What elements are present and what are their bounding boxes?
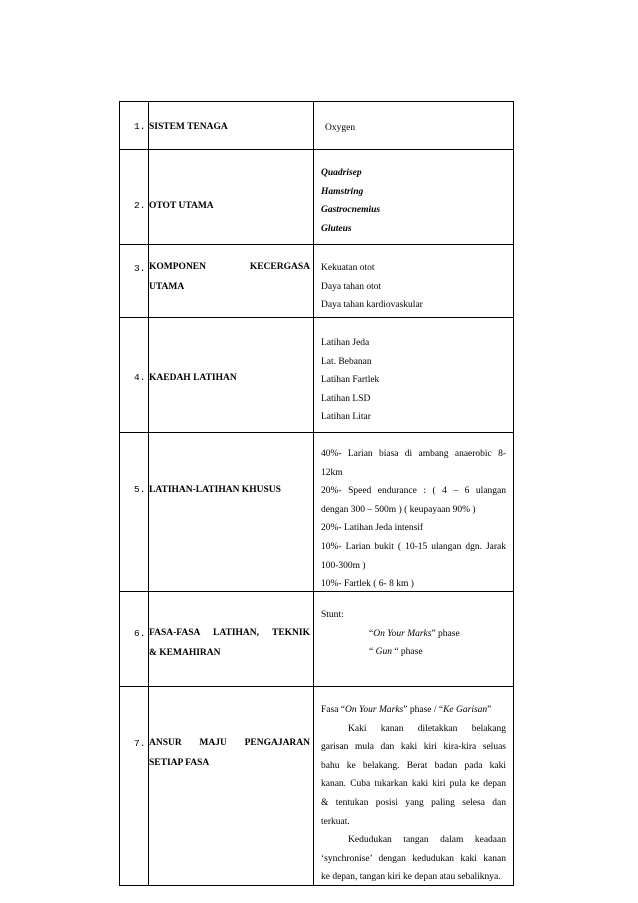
row-number: 7. [134,738,146,749]
row-border-3 [120,317,513,318]
value-line: 100-300m ) [321,560,366,571]
row-label-line: FASA-FASA LATIHAN, TEKNIK [149,628,310,638]
row-number: 3. [134,263,146,274]
row-border-top [120,101,513,102]
value-line: terkuat. [321,816,350,827]
value-line: Hamstring [321,186,364,197]
value-line: & tentukan posisi yang paling selesa dan [321,797,506,808]
row-border-6 [120,686,513,687]
value-line: Stunt: [321,610,344,620]
value-line: Latihan Litar [321,412,371,423]
column-divider-2 [313,101,314,886]
value-line: Daya tahan kardiovaskular [321,300,423,311]
row-border-4 [120,432,513,433]
value-line: Kedudukan tangan dalam keadaan [348,835,506,846]
row-label-line: & KEMAHIRAN [149,648,221,658]
value-heading: Fasa “On Your Marks” phase / “Ke Garisan” [321,705,492,715]
row-number: 2. [134,200,146,211]
value-line: 10%- Larian bukit ( 10-15 ulangan dgn. Jarak [321,541,506,552]
row-value [321,606,506,662]
row-label [149,480,310,500]
row-number: 4. [134,372,146,383]
row-label-line: LATIHAN-LATIHAN KHUSUS [149,485,281,495]
value-line: “ Gun “ phase [369,647,423,658]
value-line: 10%- Fartlek ( 6- 8 km ) [321,579,414,590]
row-label-line: ANSUR MAJU PENGAJARAN [149,738,311,748]
row-label-line: KAEDAH LATIHAN [149,373,237,383]
value-line: Lat. Bebanan [321,356,372,367]
row-label [149,257,310,297]
value-line: Daya tahan otot [321,281,382,292]
value-line: Kekuatan otot [321,263,375,273]
value-line: “On Your Marks” phase [369,628,460,639]
value-line: Latihan Fartlek [321,375,380,386]
row-label-line: KOMPONEN KECERGASA [149,262,310,272]
row-label-line: SETIAP FASA [149,758,210,768]
row-label [149,623,310,663]
value-line: Quadrisep [321,168,362,178]
value-line: Kaki kanan diletakkan belakang [348,723,506,734]
value-line: bahu ke belakang. Berat badan pada kaki [321,760,506,771]
value-line: 12km [321,467,343,478]
row-value [321,334,506,427]
row-label [149,196,310,216]
value-line: Latihan Jeda [321,338,370,348]
row-label [149,117,310,137]
row-label [149,368,310,388]
row-value [321,259,506,315]
value-line: dengan 300 – 500m ) ( keupayaan 90% ) [321,504,476,515]
value-line: ke depan, tangan kiri ke depan atau sebaliknya. [321,872,501,883]
row-number: 5. [134,484,146,495]
value-line: Gluteus [321,223,352,234]
row-label [149,733,310,773]
value-line: Gastrocnemius [321,205,381,216]
value-line: kanan. Cuba tukarkan kaki kiri pula ke depan [321,779,506,790]
value-line: Latihan LSD [321,393,371,404]
row-label-line: OTOT UTAMA [149,201,214,211]
row-value [321,701,506,887]
value-line: 20%- Latihan Jeda intensif [321,523,424,534]
row-number: 6. [134,628,146,639]
row-border-1 [120,149,513,150]
value-line: 20%- Speed endurance : ( 4 – 6 ulangan [321,486,506,497]
row-number: 1. [134,121,146,132]
value-line: garisan mula dan kaki kiri kira-kira seluas [321,742,506,753]
value-line: Oxygen [325,123,356,133]
content-table [119,101,514,886]
row-value [325,119,510,138]
row-value [321,164,506,238]
row-border-2 [120,244,513,245]
row-label-line: UTAMA [149,282,185,292]
row-value [321,445,506,594]
value-line: ‘synchronise’ dengan kedudukan kaki kanan [321,853,506,864]
value-line: 40%- Larian biasa di ambang anaerobic 8- [321,449,506,459]
row-label-line: SISTEM TENAGA [149,122,228,132]
